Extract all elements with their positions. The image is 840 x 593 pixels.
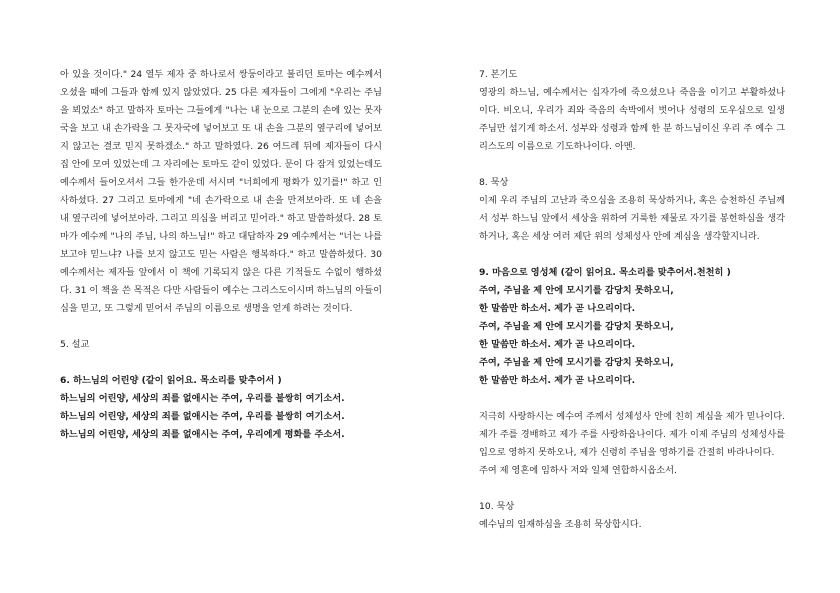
agnus-dei-line-2: 하느님의 어린양, 세상의 죄를 없애시는 주여, 우리를 불쌍히 여기소서. bbox=[60, 411, 345, 422]
communion-line-2b: 한 말씀만 하소서. 제가 곧 나으리이다. bbox=[479, 339, 636, 350]
agnus-dei-line-3: 하느님의 어린양, 세상의 죄를 없애시는 주여, 우리에게 평화를 주소서. bbox=[60, 429, 345, 440]
communion-prayer-end: 주여 제 영혼에 임하사 저와 일체 연합하시옵소서. bbox=[479, 465, 677, 476]
final-meditation-text: 예수님의 임재하심을 조용히 묵상합시다. bbox=[479, 519, 642, 530]
left-column bbox=[60, 66, 382, 444]
communion-line-3b: 한 말씀만 하소서. 제가 곧 나으리이다. bbox=[479, 375, 636, 386]
agnus-dei-line-1: 하느님의 어린양, 세상의 죄를 없애시는 주여, 우리를 불쌍히 여기소서. bbox=[60, 393, 345, 404]
communion-line-1a: 주여, 주님을 제 안에 모시기를 감당치 못하오니, bbox=[479, 285, 674, 296]
collect-prayer: 영광의 하느님, 예수께서는 십자가에 죽으셨으나 죽음을 이기고 부활하셨나이다. 비오니, 우리가 죄와 죽음의 속박에서 벗어나 성령의 도우심으로 일생 주님만 섬기게 하소서. 성부와 성령과 함께 한 분 하느님이신 우리 주 예수 그리스도의 이름으로 기도하나이다. 아멘. bbox=[479, 87, 785, 152]
section-heading-final-meditation: 10. 묵상 bbox=[479, 501, 515, 512]
section-heading-spiritual-communion: 9. 마음으로 영성체 (같이 읽어요. 목소리를 맞추어서.천천히 ) bbox=[479, 267, 731, 278]
right-column bbox=[479, 66, 785, 534]
meditation-text: 이제 우리 주님의 고난과 죽으심을 조용히 묵상하거나, 혹은 승천하신 주님께서 성부 하느님 앞에서 세상을 위하여 거룩한 제물로 자기를 봉헌하심을 생각하거나, 혹은 세상 여러 제단 위의 성체성사 안에 계심을 생각할지니라. bbox=[479, 195, 785, 242]
communion-line-3a: 주여, 주님을 제 안에 모시기를 감당치 못하오니, bbox=[479, 357, 674, 368]
communion-line-1b: 한 말씀만 하소서. 제가 곧 나으리이다. bbox=[479, 303, 636, 314]
section-heading-meditation: 8. 묵상 bbox=[479, 177, 509, 188]
gospel-passage: 아 있을 것이다." 24 열두 제자 중 하나로서 쌍둥이라고 불리던 토마는 예수께서 오셨을 때에 그들과 함께 있지 않았었다. 25 다른 제자들이 그에게 "우리는 주님을 뵈었소" 하고 말하자 토마는 그들에게 "나는 내 눈으로 그분의 손에 있는 못자국을 보고 내 손가락을 그 못자국에 넣어보고 또 내 손을 그분의 옆구리에 넣어보지 않고는 결코 믿지 못하겠소." 하고 말하였다. 26 여드레 뒤에 제자들이 다시 집 안에 모여 있었는데 그 자리에는 토마도 같이 있었다. 문이 다 잠겨 있었는데도 예수께서 들어오셔서 그들 한가운데 서시며 "너희에게 평화가 있기를!" 하고 인사하셨다. 27 그리고 토마에게 "네 손가락으로 내 손을 만져보아라. 또 네 손을 내 옆구리에 넣어보아라. 그리고 의심을 버리고 믿어라." 하고 말씀하셨다. 28 토마가 예수께 "나의 주님, 나의 하느님!" 하고 대답하자 29 예수께서는 "너는 나를 보고야 믿느냐? 나를 보지 않고도 믿는 사람은 행복하다." 하고 말씀하셨다. 30 예수께서는 제자들 앞에서 이 책에 기록되지 않은 다른 기적들도 수없이 행하셨다. 31 이 책을 쓴 목적은 다만 사람들이 예수는 그리스도이시며 하느님의 아들이심을 믿고, 또 그렇게 믿어서 주님의 이름으로 생명을 얻게 하려는 것이다. bbox=[60, 69, 382, 314]
section-heading-agnus-dei: 6. 하느님의 어린양 (같이 읽어요. 목소리를 맞추어서 ) bbox=[60, 375, 282, 386]
section-heading-collect: 7. 본기도 bbox=[479, 69, 518, 80]
communion-line-2a: 주여, 주님을 제 안에 모시기를 감당치 못하오니, bbox=[479, 321, 674, 332]
section-heading-sermon: 5. 설교 bbox=[60, 339, 90, 350]
communion-prayer: 지극히 사랑하시는 예수여 주께서 성체성사 안에 친히 계심을 제가 믿나이다. 제가 주를 경배하고 제가 주를 사랑하옵나이다. 제가 이제 주님의 성체성사를 입으로 영하지 못하오나, 제가 신령히 주님을 영하기를 간절히 바라나이다. bbox=[479, 411, 785, 458]
